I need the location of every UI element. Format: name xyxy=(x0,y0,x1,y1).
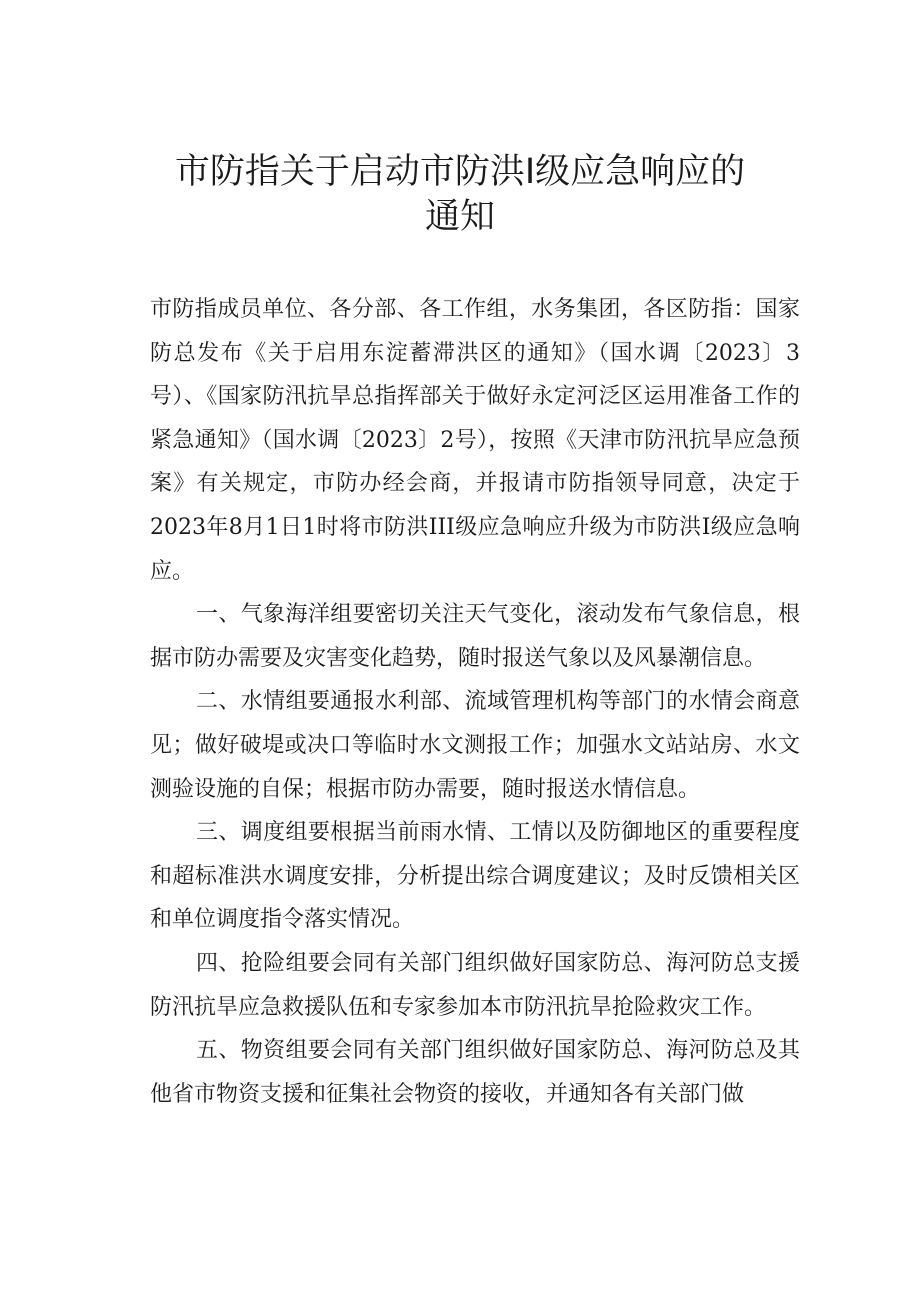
opening-paragraph: 市防指成员单位、各分部、各工作组，水务集团，各区防指：国家防总发布《关于启用东淀蓄滞洪区的通知》（国水调〔2023〕3号）、《国家防汛抗旱总指挥部关于做好永定河泛区运用准备工作的紧急通知》（国水调〔2023〕2号），按照《天津市防汛抗旱应急预案》有关规定，市防办经会商，并报请市防指领导同意，决定于2023年8月1日1时将市防洪III级应急响应升级为市防洪Ⅰ级应急响应。 xyxy=(150,297,800,584)
document-title xyxy=(0,150,920,240)
item-2-paragraph: 二、水情组要通报水利部、流域管理机构等部门的水情会商意见；做好破堤或决口等临时水文测报工作；加强水文站站房、水文测验设施的自保；根据市防办需要，随时报送水情信息。 xyxy=(150,689,800,802)
item-3-paragraph: 三、调度组要根据当前雨水情、工情以及防御地区的重要程度和超标准洪水调度安排，分析提出综合调度建议；及时反馈相关区和单位调度指令落实情况。 xyxy=(150,820,800,933)
item-5-paragraph: 五、物资组要会同有关部门组织做好国家防总、海河防总及其他省市物资支援和征集社会物资的接收，并通知各有关部门做 xyxy=(150,1038,800,1107)
title-line-1: 市防指关于启动市防洪Ⅰ级应急响应的 xyxy=(174,152,746,192)
title-line-2: 通知 xyxy=(424,197,495,237)
item-1-paragraph: 一、气象海洋组要密切关注天气变化，滚动发布气象信息，根据市防办需要及灾害变化趋势，随时报送气象以及风暴潮信息。 xyxy=(150,602,800,671)
document-body xyxy=(150,288,800,1116)
item-4-paragraph: 四、抢险组要会同有关部门组织做好国家防总、海河防总支援防汛抗旱应急救援队伍和专家参加本市防汛抗旱抢险救灾工作。 xyxy=(150,950,800,1020)
